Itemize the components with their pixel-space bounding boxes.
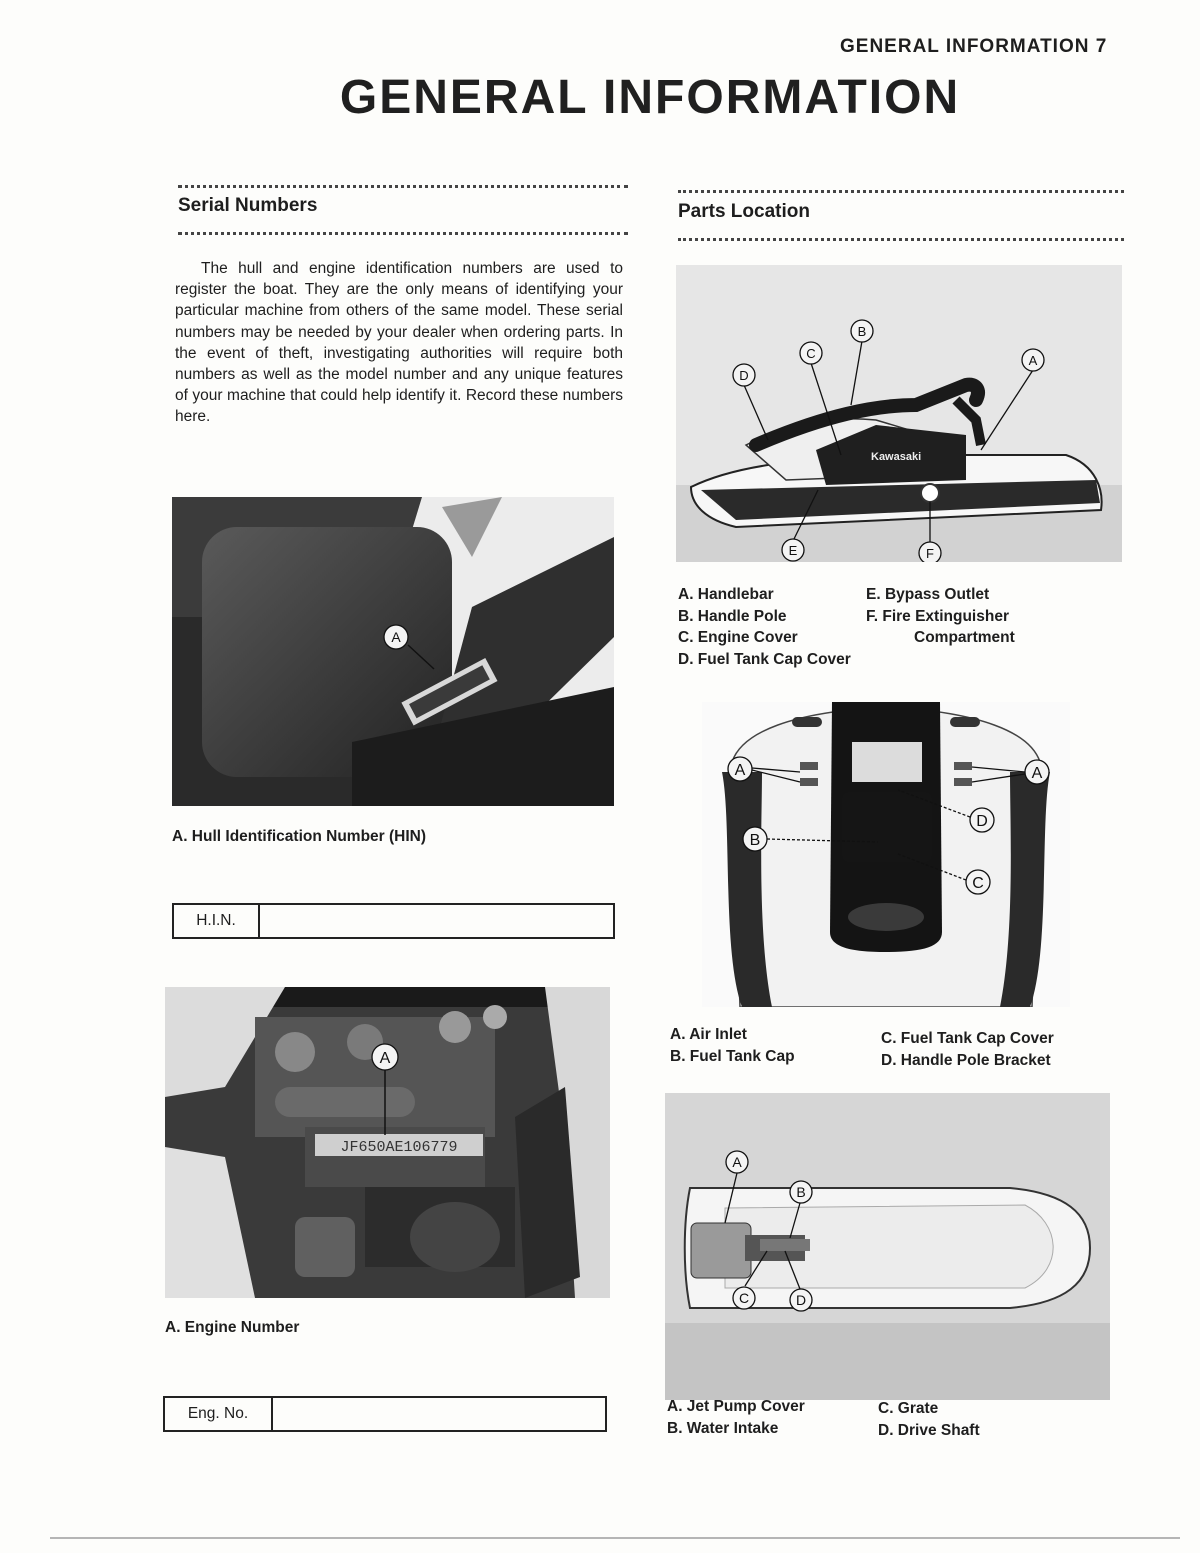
photo1-callout-e: E	[788, 543, 798, 558]
section-divider-top	[678, 190, 1124, 193]
hin-record-box[interactable]	[172, 903, 615, 939]
photo1-callout-c: C	[806, 346, 816, 361]
photo1-callout-d: D	[739, 368, 749, 383]
photo2-callout-b: B	[749, 832, 761, 849]
photo3-callout-c: C	[738, 1290, 750, 1306]
running-head: GENERAL INFORMATION 7	[840, 36, 1108, 57]
photo3-callout-a: A	[732, 1154, 742, 1170]
section-divider-bottom	[678, 238, 1124, 241]
hin-box-label: H.I.N.	[174, 905, 260, 937]
watercraft-side-photo	[676, 265, 1122, 562]
legend-item: B. Handle Pole	[678, 607, 787, 625]
section-divider-top	[178, 185, 628, 188]
photo2-callout-a-left: A	[734, 762, 746, 779]
photo2-callout-d: D	[976, 813, 988, 830]
hull-brand-text: Kawasaki	[871, 451, 922, 463]
photo1-legend-left	[678, 584, 851, 670]
parts-location-heading: Parts Location	[678, 201, 810, 222]
legend-item: A. Jet Pump Cover	[667, 1398, 805, 1415]
watercraft-underside-photo	[665, 1093, 1110, 1400]
serial-numbers-heading: Serial Numbers	[178, 195, 318, 216]
legend-item: D. Fuel Tank Cap Cover	[678, 650, 851, 668]
hin-entry-field[interactable]	[260, 905, 613, 937]
hin-photo	[172, 497, 614, 806]
photo2-legend-left	[670, 1024, 795, 1067]
watercraft-top-photo	[702, 702, 1070, 1007]
legend-item: C. Fuel Tank Cap Cover	[881, 1030, 1054, 1047]
eng-entry-field[interactable]	[273, 1398, 605, 1430]
legend-item: F. Fire Extinguisher	[866, 607, 1009, 625]
legend-item: A. Handlebar	[678, 586, 774, 603]
photo2-callout-a-right: A	[1031, 765, 1043, 782]
photo2-callout-c: C	[972, 875, 984, 892]
engine-callout-a: A	[379, 1050, 391, 1067]
photo3-callout-b: B	[796, 1184, 806, 1200]
photo3-legend-right	[878, 1398, 980, 1441]
legend-item: C. Grate	[878, 1400, 939, 1417]
photo1-callout-f: F	[926, 546, 934, 561]
legend-item: C. Engine Cover	[678, 629, 798, 646]
photo1-callout-a: A	[1028, 353, 1038, 368]
photo2-legend-right	[881, 1028, 1054, 1071]
serial-numbers-paragraph: The hull and engine identification numbers are used to register the boat. They are the only means of identifying your particular machine from others of the same model. These serial numbers may be needed by your dealer when ordering parts. In the event of theft, investigating authorities will require both numbers as well as the model number and any unique features of your machine that could help identify it. Record these numbers here.	[175, 260, 623, 426]
engine-caption: A. Engine Number	[165, 1319, 300, 1336]
hin-caption: A. Hull Identification Number (HIN)	[172, 828, 427, 845]
bottom-rule	[50, 1537, 1180, 1539]
photo3-legend-left	[667, 1396, 805, 1439]
photo3-callout-d: D	[795, 1292, 807, 1308]
legend-item: B. Water Intake	[667, 1419, 779, 1437]
engine-record-box[interactable]	[163, 1396, 607, 1432]
section-divider-bottom	[178, 232, 628, 235]
legend-item: E. Bypass Outlet	[866, 586, 990, 603]
legend-item: B. Fuel Tank Cap	[670, 1047, 795, 1065]
legend-item: A. Air Inlet	[670, 1026, 747, 1043]
legend-item: Compartment	[914, 629, 1015, 646]
photo1-legend-right	[866, 584, 1015, 649]
legend-item: D. Handle Pole Bracket	[881, 1051, 1051, 1069]
engine-photo	[165, 987, 610, 1298]
photo1-callout-b: B	[857, 324, 867, 339]
legend-item: D. Drive Shaft	[878, 1421, 980, 1439]
eng-box-label: Eng. No.	[165, 1398, 273, 1430]
page-title: GENERAL INFORMATION	[339, 71, 961, 124]
hin-callout-a: A	[391, 629, 401, 645]
engine-number-plate: JF650AE106779	[340, 1139, 458, 1156]
